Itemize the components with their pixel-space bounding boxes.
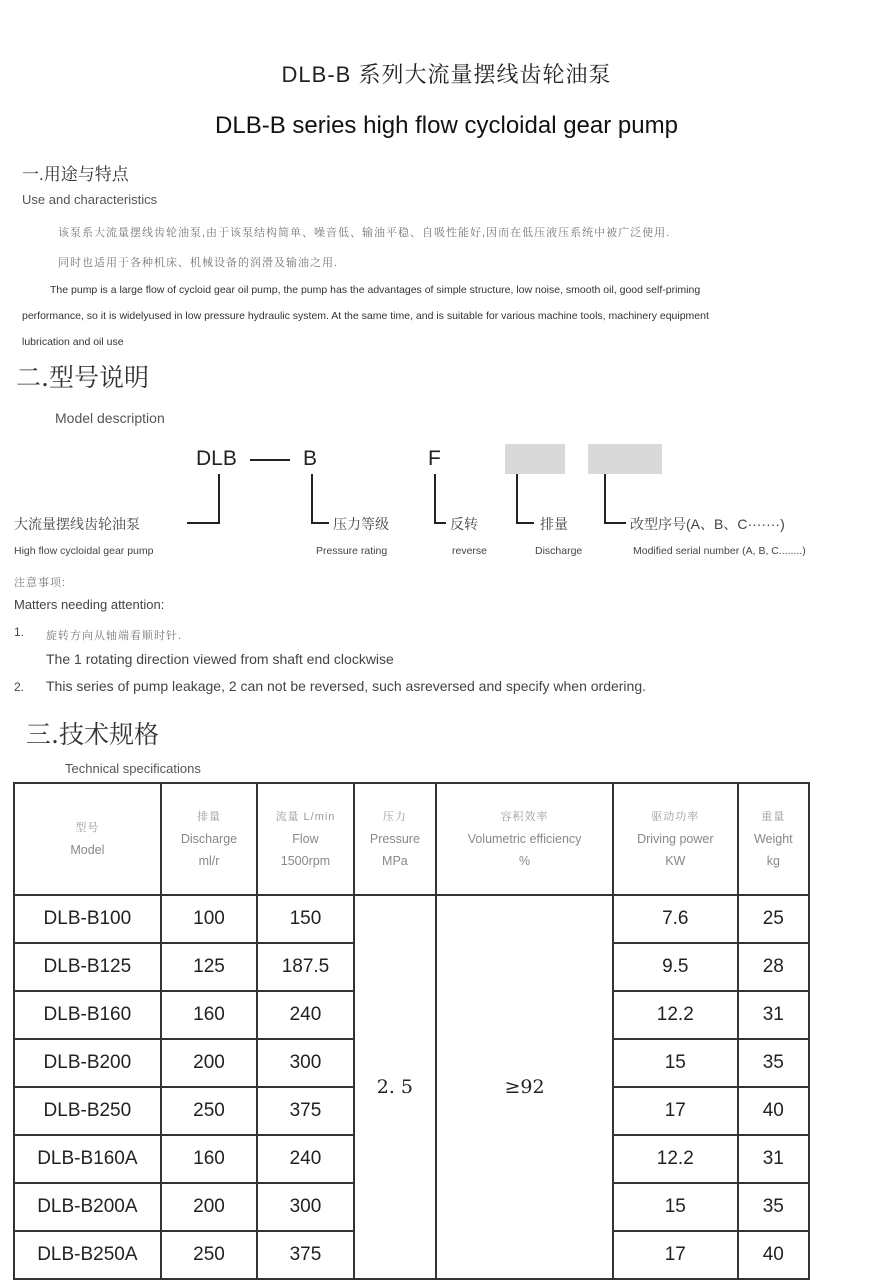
header-discharge-en: Discharge: [180, 832, 238, 846]
cell-model: DLB-B200A: [14, 1183, 161, 1231]
cell-weight: 28: [738, 943, 809, 991]
header-power-en: Driving power: [637, 832, 714, 846]
cell-weight: 35: [738, 1183, 809, 1231]
cell-weight: 40: [738, 1231, 809, 1279]
cell-flow: 240: [257, 991, 353, 1039]
header-discharge-unit: ml/r: [198, 854, 220, 868]
section1-para-en-2: performance, so it is widelyused in low pressure hydraulic system. At the same time, and is suitable for various machine tools, machinery equipment: [22, 310, 709, 322]
cell-power: 7.6: [613, 895, 738, 943]
header-flow-unit: 1500rpm: [280, 854, 331, 868]
page-title-en: DLB-B series high flow cycloidal gear pump: [215, 112, 678, 139]
connector-f-h: [434, 522, 446, 524]
section2-heading-cn: 二.型号说明: [16, 363, 149, 392]
header-power-unit: KW: [665, 854, 686, 868]
header-flow: [257, 783, 353, 895]
cell-weight: 25: [738, 895, 809, 943]
cell-power: 15: [613, 1039, 738, 1087]
header-weight-cn: 重量: [761, 811, 786, 823]
cell-flow: 187.5: [257, 943, 353, 991]
notes-heading-en: Matters needing attention:: [14, 597, 165, 612]
header-efficiency-unit: %: [518, 854, 531, 868]
header-weight-unit: kg: [766, 854, 780, 868]
header-model-en: Model: [70, 843, 105, 857]
cell-model: DLB-B250: [14, 1087, 161, 1135]
header-discharge: [161, 783, 257, 895]
note2-en: This series of pump leakage, 2 can not be reversed, such asreversed and specify when ordering.: [46, 678, 646, 694]
header-efficiency: [436, 783, 613, 895]
note1-cn: 旋转方向从轴端看顺时针.: [46, 630, 183, 642]
cell-flow: 375: [257, 1087, 353, 1135]
header-efficiency-en: Volumetric efficiency: [467, 832, 582, 846]
cell-discharge: 250: [161, 1087, 257, 1135]
discharge-placeholder-box: [505, 444, 565, 474]
section1-heading-en: Use and characteristics: [22, 192, 158, 207]
note1-number: 1.: [14, 625, 25, 639]
header-pressure: [354, 783, 436, 895]
label-modified-cn: 改型序号(A、B、C·······): [630, 516, 785, 532]
cell-discharge: 125: [161, 943, 257, 991]
table-header-row: [14, 783, 809, 895]
cell-weight: 31: [738, 991, 809, 1039]
cell-discharge: 160: [161, 1135, 257, 1183]
section1-para-en-1: The pump is a large flow of cycloid gear oil pump, the pump has the advantages of simple structure, low noise, smooth oil, good self-priming: [50, 284, 701, 296]
cell-discharge: 250: [161, 1231, 257, 1279]
cell-flow: 375: [257, 1231, 353, 1279]
note1-en: The 1 rotating direction viewed from shaft end clockwise: [46, 651, 394, 667]
label-name-en: High flow cycloidal gear pump: [14, 545, 154, 557]
section2-heading-en: Model description: [55, 410, 165, 426]
header-model-cn: 型号: [75, 822, 100, 834]
label-modified-en: Modified serial number (A, B, C........): [633, 545, 806, 557]
cell-power: 9.5: [613, 943, 738, 991]
connector-b-h: [311, 522, 329, 524]
cell-model: DLB-B160A: [14, 1135, 161, 1183]
code-f: F: [428, 447, 441, 470]
label-pressure-cn: 压力等级: [333, 516, 389, 532]
header-weight: [738, 783, 809, 895]
cell-discharge: 200: [161, 1039, 257, 1087]
header-flow-cn: 流量 L/min: [275, 811, 336, 823]
connector-discharge-h: [516, 522, 534, 524]
section3-heading-cn: 三.技术规格: [26, 720, 159, 749]
cell-flow: 300: [257, 1039, 353, 1087]
label-pressure-en: Pressure rating: [316, 545, 388, 557]
section3-heading-en: Technical specifications: [65, 761, 201, 776]
header-model: [14, 783, 161, 895]
cell-model: DLB-B250A: [14, 1231, 161, 1279]
cell-power: 15: [613, 1183, 738, 1231]
page-title-cn: DLB-B 系列大流量摆线齿轮油泵: [281, 62, 612, 87]
connector-dlb-h: [187, 522, 220, 524]
header-pressure-unit: MPa: [382, 854, 408, 868]
cell-model: DLB-B125: [14, 943, 161, 991]
modified-placeholder-box: [588, 444, 662, 474]
cell-power: 17: [613, 1231, 738, 1279]
code-dlb: DLB: [196, 447, 237, 470]
table-row: [14, 895, 809, 943]
connector-modified: [604, 474, 606, 524]
label-reverse-en: reverse: [452, 545, 488, 557]
code-dash: [250, 459, 290, 461]
label-discharge-cn: 排量: [540, 516, 568, 532]
notes-heading-cn: 注意事项:: [14, 577, 67, 589]
cell-flow: 150: [257, 895, 353, 943]
cell-model: DLB-B100: [14, 895, 161, 943]
section1-para-en-3: lubrication and oil use: [22, 336, 124, 348]
spec-table: [13, 782, 810, 1280]
header-discharge-cn: 排量: [196, 811, 221, 823]
connector-f: [434, 474, 436, 524]
cell-model: DLB-B160: [14, 991, 161, 1039]
label-name-cn: 大流量摆线齿轮油泵: [14, 516, 140, 532]
cell-power: 12.2: [613, 1135, 738, 1183]
header-efficiency-cn: 容积效率: [500, 811, 549, 823]
cell-discharge: 100: [161, 895, 257, 943]
cell-weight: 31: [738, 1135, 809, 1183]
cell-model: DLB-B200: [14, 1039, 161, 1087]
section1-para-cn-2: 同时也适用于各种机床、机械设备的润滑及输油之用.: [58, 257, 339, 269]
connector-discharge: [516, 474, 518, 524]
cell-weight: 35: [738, 1039, 809, 1087]
header-flow-en: Flow: [292, 832, 319, 846]
section1-heading-cn: 一.用途与特点: [22, 165, 129, 184]
header-power-cn: 驱动功率: [651, 811, 700, 823]
label-reverse-cn: 反转: [450, 516, 478, 532]
connector-modified-h: [604, 522, 626, 524]
header-power: [613, 783, 738, 895]
code-b: B: [303, 447, 318, 470]
section1-para-cn-1: 该泵系大流量摆线齿轮油泵,由于该泵结构简单、噪音低、输油平稳、自吸性能好,因而在低压液压系统中被广泛使用.: [58, 227, 671, 239]
header-pressure-en: Pressure: [369, 832, 420, 846]
label-discharge-en: Discharge: [535, 545, 583, 557]
connector-b: [311, 474, 313, 524]
header-pressure-cn: 压力: [382, 811, 407, 823]
cell-flow: 300: [257, 1183, 353, 1231]
cell-flow: 240: [257, 1135, 353, 1183]
header-weight-en: Weight: [753, 832, 793, 846]
note2-number: 2.: [14, 680, 25, 694]
cell-efficiency-merged: ≥92: [436, 895, 613, 1279]
connector-dlb: [218, 474, 220, 524]
cell-weight: 40: [738, 1087, 809, 1135]
cell-power: 12.2: [613, 991, 738, 1039]
cell-discharge: 200: [161, 1183, 257, 1231]
cell-power: 17: [613, 1087, 738, 1135]
cell-discharge: 160: [161, 991, 257, 1039]
cell-pressure-merged: 2. 5: [354, 895, 436, 1279]
